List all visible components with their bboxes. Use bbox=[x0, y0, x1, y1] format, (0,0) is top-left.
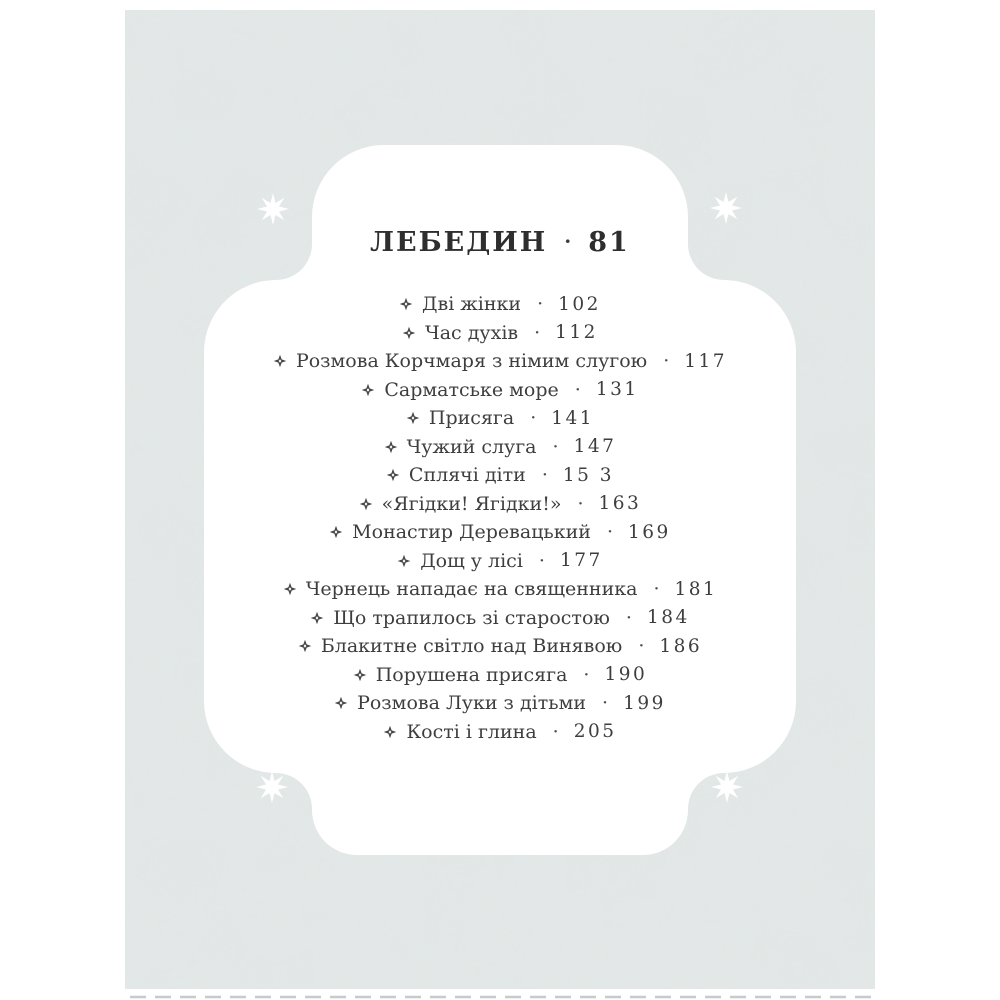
chapter-page-number: 15 3 bbox=[562, 464, 615, 486]
dot-separator: · bbox=[530, 407, 537, 430]
toc-entry bbox=[399, 290, 601, 319]
chapter-page-number: 205 bbox=[573, 721, 617, 743]
dot-separator: · bbox=[653, 578, 660, 601]
section-page-number: 81 bbox=[588, 227, 630, 258]
chapter-page-number: 181 bbox=[674, 578, 718, 600]
sparkle-bullet-icon bbox=[361, 383, 375, 397]
toc-entry bbox=[334, 689, 666, 718]
dot-separator: · bbox=[552, 435, 559, 458]
toc-entry bbox=[329, 518, 671, 547]
sparkle-bullet-icon bbox=[353, 668, 367, 682]
chapter-page-number: 163 bbox=[598, 493, 642, 515]
toc-list bbox=[0, 290, 1000, 746]
dot-separator: · bbox=[625, 606, 632, 629]
chapter-page-number: 184 bbox=[646, 607, 690, 629]
chapter-title: Дві жінки bbox=[422, 293, 522, 316]
sparkle-bullet-icon bbox=[273, 354, 287, 368]
toc-entry bbox=[402, 319, 598, 348]
chapter-page-number: 177 bbox=[559, 550, 603, 572]
toc-entry bbox=[359, 490, 642, 519]
chapter-page-number: 141 bbox=[551, 407, 595, 429]
dot-separator: · bbox=[606, 521, 614, 544]
chapter-page-number: 112 bbox=[555, 322, 598, 344]
dot-separator: · bbox=[663, 350, 670, 373]
dot-separator: · bbox=[564, 229, 572, 253]
dot-separator: · bbox=[574, 378, 581, 401]
sparkle-bullet-icon bbox=[384, 440, 398, 454]
sparkle-bullet-icon bbox=[334, 696, 348, 710]
toc-entry bbox=[273, 347, 727, 376]
sparkle-bullet-icon bbox=[359, 497, 373, 511]
chapter-title: Присяга bbox=[428, 407, 515, 430]
toc-entry bbox=[361, 376, 638, 405]
dot-separator: · bbox=[638, 635, 645, 658]
dot-separator: · bbox=[538, 549, 545, 572]
chapter-title: Розмова Корчмаря з німим слугою bbox=[295, 350, 648, 373]
chapter-title: Чужий слуга bbox=[406, 435, 537, 458]
toc-entry bbox=[298, 632, 702, 661]
chapter-title: Чернець нападає на священника bbox=[305, 578, 638, 601]
dot-separator: · bbox=[534, 321, 541, 344]
sparkle-bullet-icon bbox=[397, 554, 411, 568]
toc-entry bbox=[386, 461, 614, 490]
toc-entry bbox=[310, 604, 690, 633]
dot-separator: · bbox=[541, 464, 548, 487]
chapter-title: Дощ у лісі bbox=[420, 549, 523, 572]
dot-separator: · bbox=[552, 720, 559, 743]
dot-separator: · bbox=[577, 492, 584, 515]
chapter-title: Сарматське море bbox=[384, 378, 559, 401]
sparkle-bullet-icon bbox=[383, 725, 397, 739]
sparkle-bullet-icon bbox=[310, 611, 324, 625]
chapter-title: Блакитне світло над Винявою bbox=[320, 635, 623, 658]
toc-entry bbox=[384, 433, 617, 462]
sparkle-bullet-icon bbox=[298, 639, 312, 653]
toc-entry bbox=[283, 575, 718, 604]
dot-separator: · bbox=[537, 293, 544, 316]
sparkle-bullet-icon bbox=[406, 411, 420, 425]
sparkle-bullet-icon bbox=[283, 582, 297, 596]
section-title: ЛЕБЕДИН bbox=[370, 227, 548, 258]
chapter-page-number: 131 bbox=[595, 379, 639, 401]
toc-entry bbox=[397, 547, 603, 576]
dot-separator: · bbox=[583, 663, 590, 686]
chapter-page-number: 169 bbox=[628, 521, 671, 543]
dot-separator: · bbox=[602, 692, 609, 715]
sparkle-bullet-icon bbox=[386, 468, 400, 482]
sparkle-bullet-icon bbox=[402, 326, 416, 340]
section-header bbox=[0, 224, 1000, 260]
chapter-page-number: 186 bbox=[659, 635, 703, 657]
sparkle-bullet-icon bbox=[329, 525, 343, 539]
chapter-page-number: 117 bbox=[684, 350, 728, 372]
chapter-page-number: 199 bbox=[623, 692, 666, 714]
chapter-title: Порушена присяга bbox=[375, 663, 568, 686]
chapter-title: «Ягідки! Ягідки!» bbox=[381, 492, 562, 515]
chapter-title: Кості і глина bbox=[406, 720, 537, 743]
chapter-title: Розмова Луки з дітьми bbox=[357, 692, 587, 715]
toc-entry bbox=[406, 404, 594, 433]
chapter-title: Монастир Деревацький bbox=[352, 521, 591, 544]
chapter-page-number: 190 bbox=[604, 664, 648, 686]
chapter-title: Сплячі діти bbox=[408, 464, 526, 487]
toc-entry bbox=[353, 661, 648, 690]
sparkle-bullet-icon bbox=[399, 297, 413, 311]
chapter-page-number: 147 bbox=[573, 436, 617, 458]
chapter-title: Час духів bbox=[425, 321, 519, 344]
chapter-page-number: 102 bbox=[558, 293, 601, 315]
toc-entry bbox=[383, 718, 616, 747]
chapter-title: Що трапилось зі старостою bbox=[333, 606, 610, 629]
